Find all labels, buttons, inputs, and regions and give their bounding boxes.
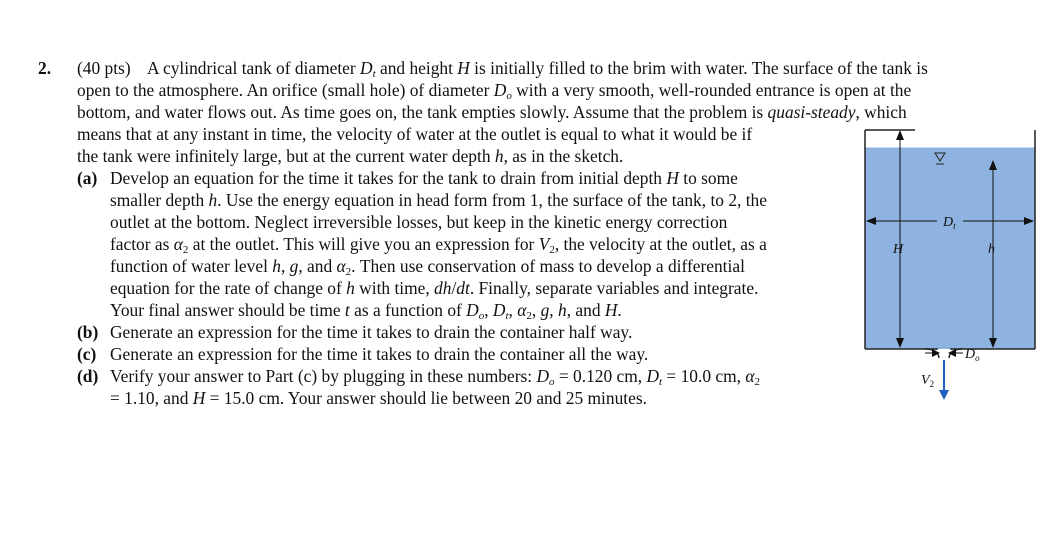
part-a-label: (a) xyxy=(77,168,98,188)
label-Dt: $D_t$ xyxy=(943,215,956,231)
part-b-text: Generate an expression for the time it takes to drain the container half way. xyxy=(110,322,633,342)
intro-line-2: open to the atmosphere. An orifice (small hole) of diameter $D_o$ with a very smooth, well-rounded entrance is open at the xyxy=(77,80,912,102)
part-a-line-6: equation for the rate of change of h with time, dh/dt. Finally, separate variables and integrate. xyxy=(110,278,759,298)
part-b-label: (b) xyxy=(77,322,99,342)
intro-line-1: (40 pts) A cylindrical tank of diameter $D_t$ and height H is initially filled to the brim with water. The surface of the tank is xyxy=(77,58,928,80)
intro-line-3: bottom, and water flows out. As time goes on, the tank empties slowly. Assume that the problem is quasi-steady, which xyxy=(77,102,907,122)
part-c-label: (c) xyxy=(77,344,97,364)
intro-line-5: the tank were infinitely large, but at the current water depth h, as in the sketch. xyxy=(77,146,624,166)
problem-number: 2. xyxy=(38,58,52,78)
outlet-velocity-arrowhead xyxy=(939,390,949,400)
part-a-line-4: factor as $\alpha_2$ at the outlet. This will give you an expression for $V_2$, the velocity at the outlet, as a xyxy=(110,234,767,256)
tank-figure xyxy=(855,120,1055,405)
part-d-label: (d) xyxy=(77,366,99,386)
points-label: (40 pts) xyxy=(77,58,131,78)
part-d-line-2: = 1.10, and H = 15.0 cm. Your answer should lie between 20 and 25 minutes. xyxy=(110,388,647,408)
label-H: H xyxy=(893,242,904,257)
part-a-line-5: function of water level h, g, and $\alpha_2$. Then use conservation of mass to develop a differential xyxy=(110,256,745,278)
part-c-text: Generate an expression for the time it takes to drain the container all the way. xyxy=(110,344,649,364)
label-V2: $V_2$ xyxy=(921,373,935,389)
label-h: h xyxy=(988,242,995,257)
label-Do: $D_o$ xyxy=(965,347,980,363)
part-a-line-3: outlet at the bottom. Neglect irreversible losses, but keep in the kinetic energy correction xyxy=(110,212,728,232)
part-a-line-1: Develop an equation for the time it takes for the tank to drain from initial depth H to some xyxy=(110,168,738,188)
part-d-line-1: Verify your answer to Part (c) by plugging in these numbers: $D_o = 0.120$ cm, $D_t = 10.0$ cm, $\alpha_2$ xyxy=(110,366,760,388)
part-a-line-7: Your final answer should be time t as a function of $D_o$, $D_t$, $\alpha_2$, g, h, and H. xyxy=(110,300,622,322)
part-a-line-2: smaller depth h. Use the energy equation in head form from 1, the surface of the tank, to 2, the xyxy=(110,190,767,210)
intro-line-4: means that at any instant in time, the velocity of water at the outlet is equal to what it would be if xyxy=(77,124,753,144)
height-H-arrowhead-top xyxy=(896,130,904,140)
water-fill xyxy=(865,148,1035,349)
